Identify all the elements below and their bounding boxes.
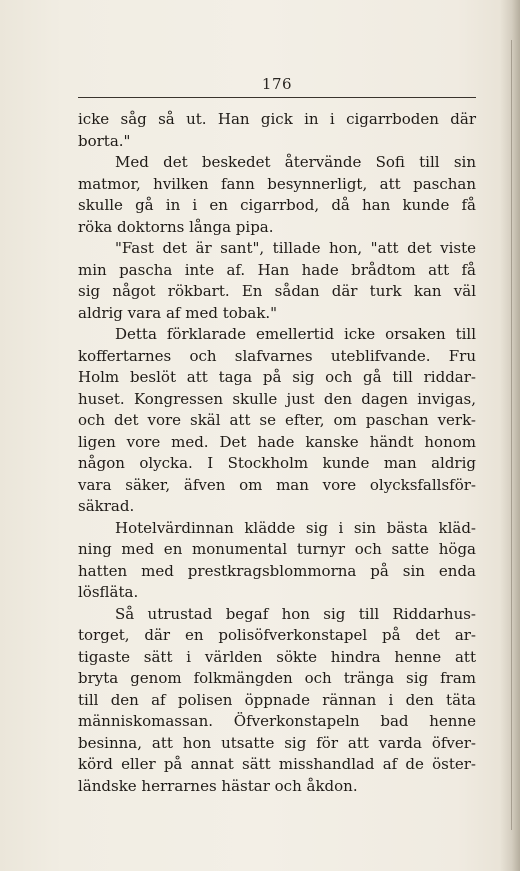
text-line: Hotelvärdinnan klädde sig i sin bästa kläd- bbox=[115, 518, 476, 537]
text-line: vara säker, äfven om man vore olycksfallsför- bbox=[78, 475, 476, 494]
text-line: Så utrustad begaf hon sig till Riddarhus- bbox=[115, 604, 476, 623]
text-line: röka doktorns långa pipa. bbox=[78, 217, 274, 236]
page-edge-shadow bbox=[500, 0, 520, 871]
page-number: 176 bbox=[261, 75, 293, 93]
text-line: sig något rökbart. En sådan där turk kan väl bbox=[78, 282, 476, 300]
text-line: Med det beskedet återvände Sofi till sin bbox=[115, 153, 476, 171]
text-line: min pascha inte af. Han hade brådtom att få bbox=[78, 260, 476, 279]
text-line: lösfläta. bbox=[78, 583, 139, 601]
text-line: Detta förklarade emellertid icke orsaken till bbox=[115, 325, 476, 343]
page-header bbox=[78, 75, 476, 101]
text-line: hatten med prestkragsblommorna på sin enda bbox=[78, 561, 476, 580]
text-line: koffertarnes och slafvarnes uteblifvande. Fru bbox=[78, 346, 476, 365]
text-line: skulle gå in i en cigarrbod, då han kunde få bbox=[78, 196, 476, 214]
text-line: ning med en monumental turnyr och satte höga bbox=[78, 540, 476, 558]
text-line: till den af polisen öppnade rännan i den täta bbox=[78, 690, 476, 709]
text-line: icke såg så ut. Han gick in i cigarrboden där bbox=[78, 110, 476, 128]
text-line: besinna, att hon utsatte sig för att varda öfver- bbox=[78, 733, 476, 752]
header-rule bbox=[78, 97, 476, 98]
text-line: torget, där en polisöfverkonstapel på det ar- bbox=[78, 626, 476, 644]
text-line: aldrig vara af med tobak." bbox=[78, 303, 278, 322]
text-line: säkrad. bbox=[78, 497, 135, 515]
text-line: matmor, hvilken fann besynnerligt, att paschan bbox=[78, 174, 476, 193]
text-line: "Fast det är sant", tillade hon, "att det viste bbox=[115, 239, 476, 257]
text-line: huset. Kongressen skulle just den dagen invigas, bbox=[78, 389, 476, 408]
text-line: och det vore skäl att se efter, om paschan verk- bbox=[78, 411, 476, 429]
text-line: människomassan. Öfverkonstapeln bad henne bbox=[78, 712, 476, 730]
body-text bbox=[78, 109, 476, 797]
text-line: borta." bbox=[78, 131, 131, 150]
text-line: ligen vore med. Det hade kanske händt honom bbox=[78, 432, 476, 451]
text-line: ländske herrarnes hästar och åkdon. bbox=[78, 776, 358, 795]
text-line: bryta genom folkmängden och tränga sig fram bbox=[78, 669, 476, 687]
page-edge-line bbox=[511, 40, 512, 830]
text-line: körd eller på annat sätt misshandlad af de öster- bbox=[78, 755, 476, 773]
text-line: någon olycka. I Stockholm kunde man aldrig bbox=[78, 454, 476, 472]
text-line: tigaste sätt i världen sökte hindra henne att bbox=[78, 647, 476, 666]
text-line: Holm beslöt att taga på sig och gå till riddar- bbox=[78, 368, 476, 386]
